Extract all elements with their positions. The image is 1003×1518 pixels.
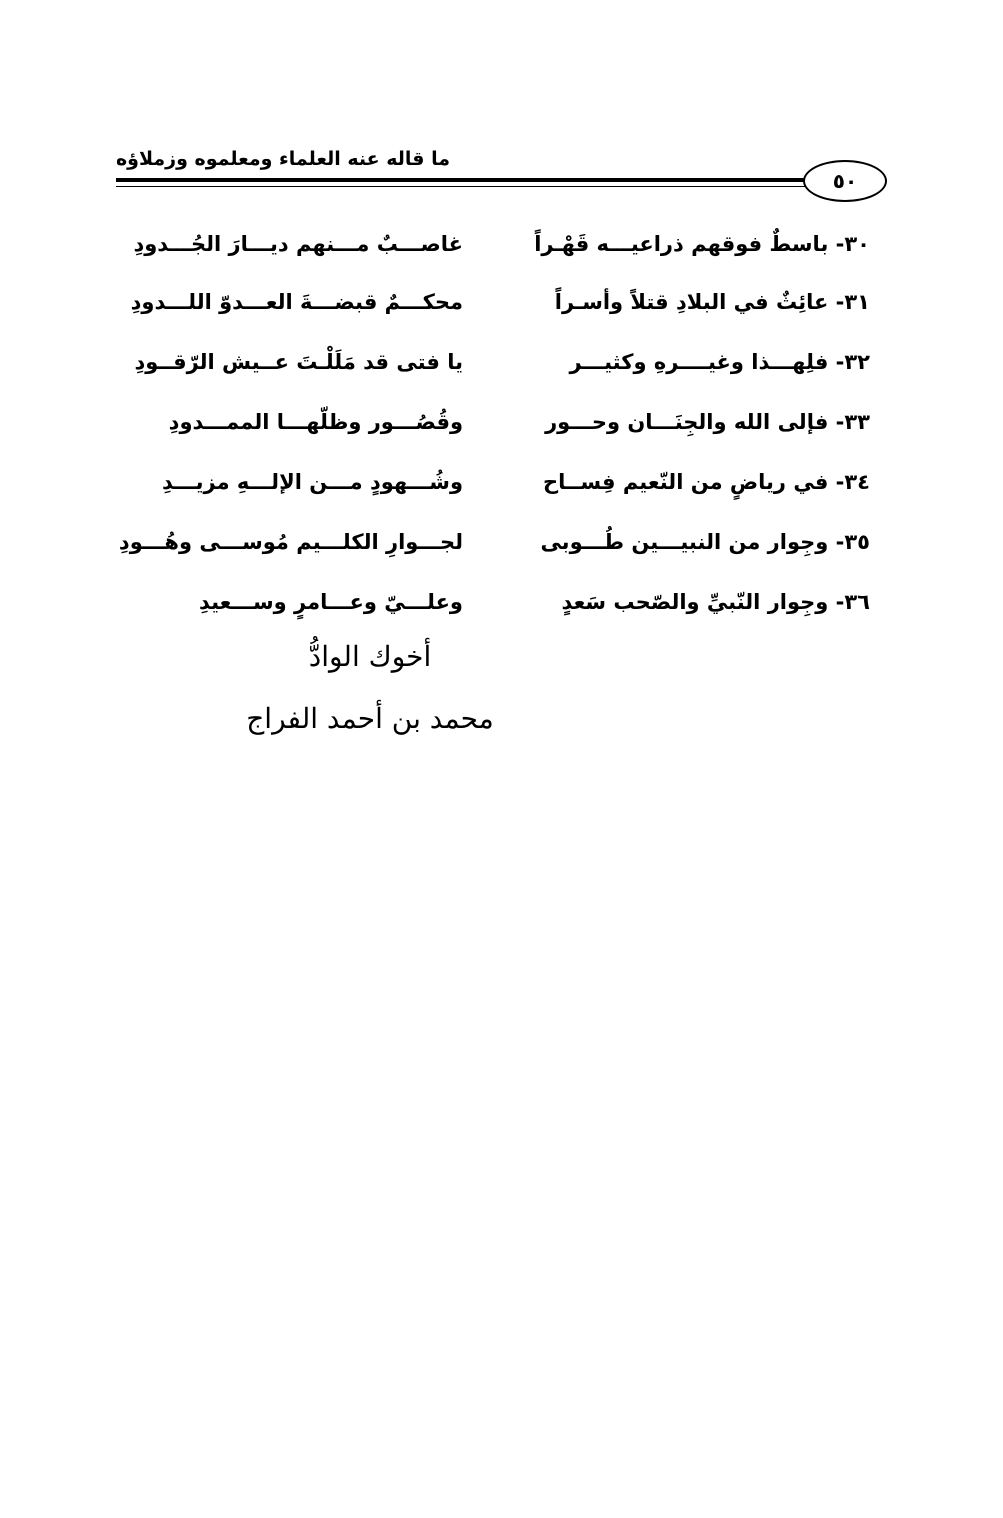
header-rule-thin [116, 186, 808, 187]
verse-first-hemistich: ٣٣- فإلى الله والجِنَـــان وحـــور [545, 410, 870, 434]
verse-second-hemistich: وعلـــيّ وعـــامرٍ وســـعيدِ [198, 590, 463, 614]
verse-row [0, 590, 1003, 630]
signature-salutation: أخوك الوادُّ [308, 640, 432, 673]
verse-row [0, 290, 1003, 330]
verse-row [0, 530, 1003, 570]
verse-row [0, 350, 1003, 390]
verse-second-hemistich: لجـــوارِ الكلـــيم مُوســـى وهُـــودِ [118, 530, 463, 554]
verse-first-hemistich: ٣٠- باسطٌ فوقهم ذراعيـــه قَهْـراً [534, 232, 870, 256]
verse-second-hemistich: غاصـــبٌ مـــنهم ديـــارَ الجُـــدودِ [133, 232, 463, 256]
verse-second-hemistich: محكـــمٌ قبضـــةَ العـــدوّ اللـــدودِ [130, 290, 463, 314]
verse-first-hemistich: ٣٦- وجِوار النّبيِّ والصّحب سَعدٍ [561, 590, 870, 614]
verse-first-hemistich: ٣٢- فلِهـــذا وغيــــرهِ وكثيـــر [569, 350, 870, 374]
header-rule-thick [116, 178, 816, 182]
page-number: ٥٠ [832, 169, 858, 193]
signature-name: محمد بن أحمد الفراج [246, 702, 494, 735]
verse-first-hemistich: ٣٥- وجِوار من النبيـــين طُـــوبى [540, 530, 870, 554]
verse-second-hemistich: يا فتى قد مَلَلْـتَ عــيش الرّقــودِ [134, 350, 463, 374]
page-number-badge [803, 160, 887, 202]
verse-second-hemistich: وقُصُـــور وظلّهـــا الممـــدودِ [168, 410, 463, 434]
verse-row [0, 232, 1003, 272]
verse-first-hemistich: ٣٤- في رياضٍ من النّعيم فِســاح [543, 470, 870, 494]
verse-first-hemistich: ٣١- عائِثٌ في البلادِ قتلاً وأسـراً [554, 290, 870, 314]
verse-row [0, 410, 1003, 450]
verse-row [0, 470, 1003, 510]
header-title: ما قاله عنه العلماء ومعلموه وزملاؤه [115, 148, 450, 170]
verse-second-hemistich: وشُـــهودٍ مـــن الإلـــهِ مزيـــدِ [161, 470, 463, 494]
